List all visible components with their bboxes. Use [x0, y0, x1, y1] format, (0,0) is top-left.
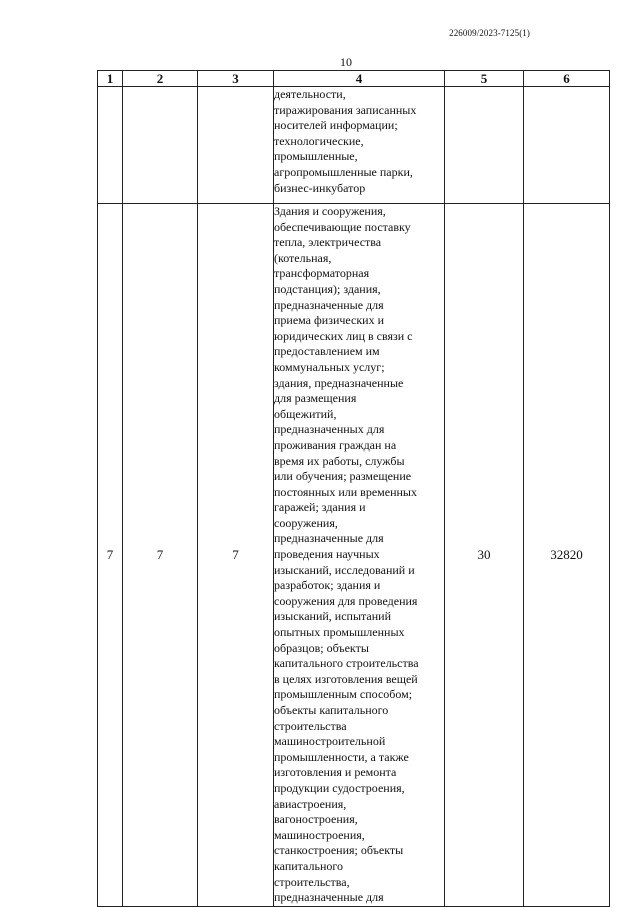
table-cell — [274, 204, 445, 907]
table-cell — [98, 87, 123, 204]
table-cell — [445, 87, 524, 204]
table-cell: 7 — [198, 204, 274, 907]
table-row — [98, 87, 610, 204]
document-id: 226009/2023-7125(1) — [449, 28, 530, 38]
table-cell: 32820 — [524, 204, 610, 907]
table-cell — [524, 87, 610, 204]
table-cell — [274, 87, 445, 204]
purpose-text: деятельности, тиражирования записанных носителей информации; технологические, промышленные, агропромышленные парки, бизнес-инкубатор — [274, 87, 417, 195]
table-row — [98, 204, 610, 907]
column-header: 4 — [274, 71, 445, 87]
table-header-row — [98, 71, 610, 87]
row-number-cell: 7 — [98, 204, 123, 907]
column-header: 3 — [198, 71, 274, 87]
page-number: 10 — [340, 55, 352, 69]
column-header: 1 — [98, 71, 123, 87]
column-header: 5 — [445, 71, 524, 87]
column-header: 6 — [524, 71, 610, 87]
table-cell: 30 — [445, 204, 524, 907]
column-header: 2 — [123, 71, 198, 87]
purpose-text: Здания и сооружения, обеспечивающие поставку тепла, электричества (котельная, трансформаторная подстанция); здания, предназначенные для приема физических и юридических лиц в связи с предоставлением им коммунальных услуг; здания, предназначенные для размещения общежитий, предназначенных для проживания граждан на время их работы, службы или обучения; размещение постоянных или временных гаражей; здания и сооружения, предназначенные для проведения научных изысканий, исследований и разработок; здания и сооружения для проведения изысканий, испытаний опытных промышленных образцов; объекты капитального строительства в целях изготовления вещей промышленным способом; объекты капитального строительства машиностроительной промышленности, а также изготовления и ремонта продукции судостроения, авиастроения, вагоностроения, машиностроения, станкостроения; объекты капитального строительства, предназначенные для — [274, 204, 419, 905]
table-cell — [198, 87, 274, 204]
table-cell: 7 — [123, 204, 198, 907]
table-cell — [123, 87, 198, 204]
data-table — [97, 70, 610, 907]
